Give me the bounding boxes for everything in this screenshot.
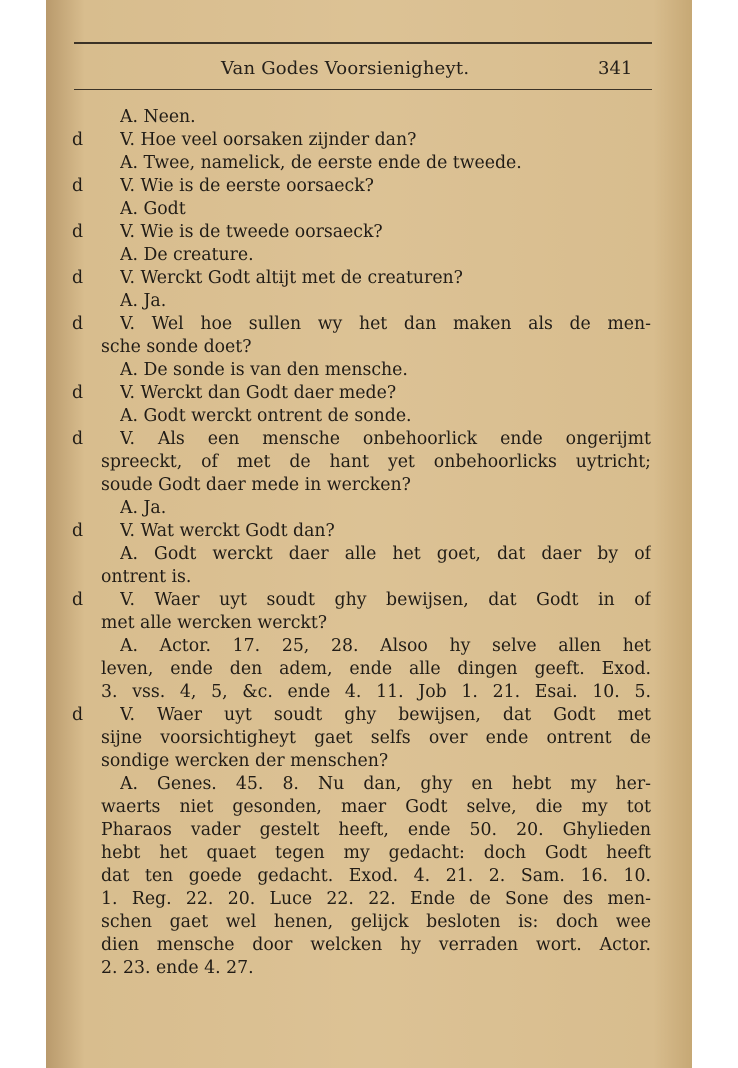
text-line: sche sonde doet? — [101, 337, 252, 357]
text-line: sijne voorsichtigheyt gaet selfs over ende ontrent de — [101, 728, 651, 748]
text-line: Pharaos vader gestelt heeft, ende 50. 20. Ghylieden — [101, 820, 651, 840]
text-line: soude Godt daer mede in wercken? — [101, 475, 411, 495]
book-page — [46, 0, 692, 1068]
text-line: A. Neen. — [120, 107, 196, 127]
margin-marker: d — [72, 521, 84, 541]
text-line: 1. Reg. 22. 20. Luce 22. 22. Ende de Sone des men- — [101, 889, 651, 909]
text-line: dien mensche door welcken hy verraden wort. Actor. — [101, 935, 651, 955]
text-line: A. Godt — [120, 199, 186, 219]
text-line: A. Ja. — [120, 498, 167, 518]
margin-marker: d — [72, 314, 84, 334]
text-line: V. Wat werckt Godt dan? — [120, 521, 335, 541]
header-rule-top — [74, 42, 652, 44]
text-line: A. Genes. 45. 8. Nu dan, ghy en hebt my her- — [120, 774, 651, 794]
text-line: V. Waer uyt soudt ghy bewijsen, dat Godt in of — [120, 590, 651, 610]
text-line: dat ten goede gedacht. Exod. 4. 21. 2. Sam. 16. 10. — [101, 866, 651, 886]
text-line: spreeckt, of met de hant yet onbehoorlicks uytricht; — [101, 452, 651, 472]
margin-marker: d — [72, 222, 84, 242]
running-header-title: Van Godes Voorsienigheyt. — [221, 58, 470, 79]
margin-marker: d — [72, 176, 84, 196]
text-line: schen gaet wel henen, gelijck besloten is: doch wee — [101, 912, 651, 932]
text-line: met alle wercken werckt? — [101, 613, 328, 633]
margin-marker: d — [72, 383, 84, 403]
margin-marker: d — [72, 268, 84, 288]
text-line: sondige wercken der menschen? — [101, 751, 389, 771]
text-line: ontrent is. — [101, 567, 192, 587]
text-line: A. Twee, namelick, de eerste ende de tweede. — [120, 153, 522, 173]
text-line: 2. 23. ende 4. 27. — [101, 958, 254, 978]
margin-marker: d — [72, 130, 84, 150]
margin-marker: d — [72, 429, 84, 449]
text-line: V. Wie is de tweede oorsaeck? — [120, 222, 383, 242]
text-line: A. Actor. 17. 25, 28. Alsoo hy selve allen het — [120, 636, 651, 656]
text-line: A. De creature. — [120, 245, 254, 265]
text-line: V. Waer uyt soudt ghy bewijsen, dat Godt met — [120, 705, 651, 725]
text-line: leven, ende den adem, ende alle dingen geeft. Exod. — [101, 659, 651, 679]
text-line: 3. vss. 4, 5, &c. ende 4. 11. Job 1. 21. Esai. 10. 5. — [101, 682, 651, 702]
page-number: 341 — [598, 58, 633, 79]
text-line: A. Godt werckt ontrent de sonde. — [120, 406, 412, 426]
text-line: V. Als een mensche onbehoorlick ende ongerijmt — [120, 429, 651, 449]
text-line: V. Werckt Godt altijt met de creaturen? — [120, 268, 463, 288]
margin-marker: d — [72, 590, 84, 610]
margin-marker: d — [72, 705, 84, 725]
text-line: A. Godt werckt daer alle het goet, dat daer by of — [120, 544, 651, 564]
text-line: V. Hoe veel oorsaken zijnder dan? — [120, 130, 417, 150]
text-line: waerts niet gesonden, maer Godt selve, die my tot — [101, 797, 651, 817]
text-line: V. Wie is de eerste oorsaeck? — [120, 176, 374, 196]
header-rule-bottom — [74, 89, 652, 90]
text-line: A. Ja. — [120, 291, 167, 311]
text-line: V. Werckt dan Godt daer mede? — [120, 383, 397, 403]
text-line: A. De sonde is van den mensche. — [120, 360, 408, 380]
text-line: hebt het quaet tegen my gedacht: doch Godt heeft — [101, 843, 651, 863]
text-line: V. Wel hoe sullen wy het dan maken als de men- — [120, 314, 651, 334]
